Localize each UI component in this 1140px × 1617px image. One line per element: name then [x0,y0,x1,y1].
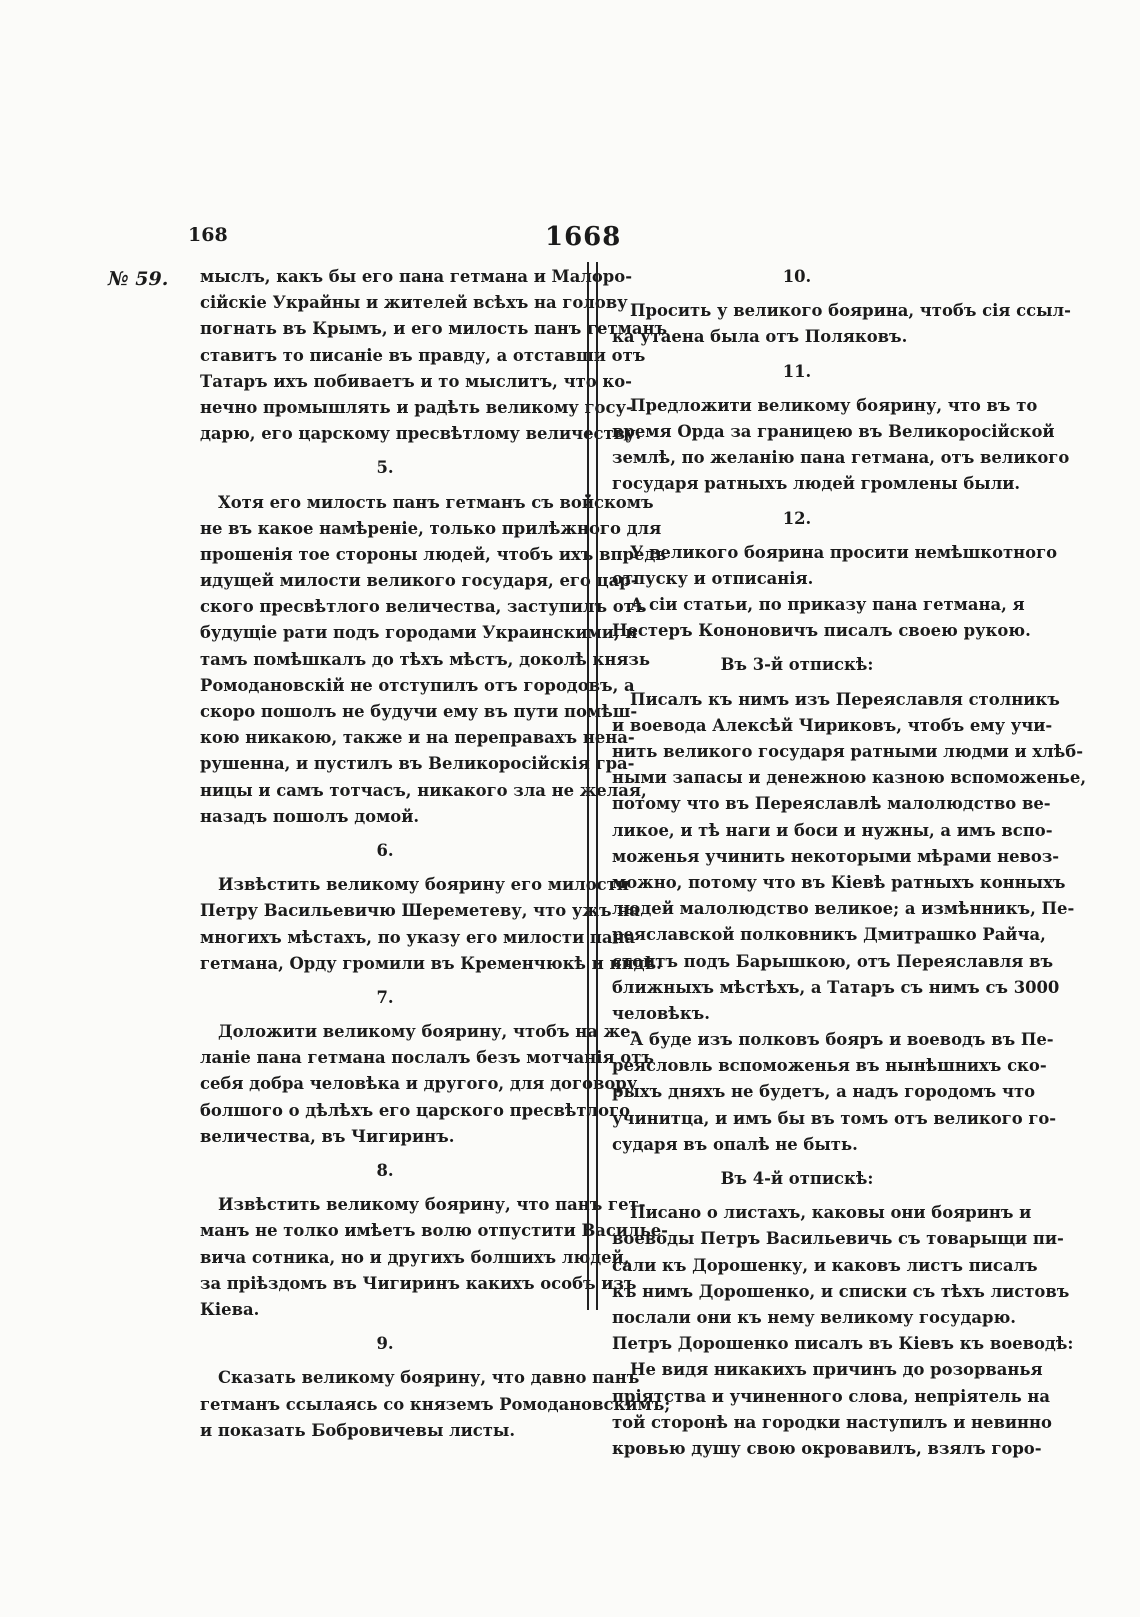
text-line: людей малолюдство великое; а измѣнникъ, Пе- [612,899,1075,919]
text-line: реяславской полковникъ Дмитрашко Райча, [612,925,1046,945]
section-heading: 11. [782,361,812,381]
text-line: сійскіе Украйны и жителей всѣхъ на голову [200,293,628,313]
text-line: себя добра человѣка и другого, для договору [200,1074,638,1094]
section-heading: Въ 4-й отпискѣ: [720,1169,874,1188]
text-line: Петръ Дорошенко писалъ въ Кіевъ къ воеводѣ: [612,1334,1074,1354]
text-line: и воевода Алексѣй Чириковъ, чтобъ ему учи- [612,715,1053,735]
text-line: время Орда за границею въ Великоросійской [612,421,1055,441]
section-heading: 6. [376,840,394,860]
paragraph-gap [200,1357,570,1365]
text-line: назадъ пошолъ домой. [200,806,420,826]
text-line: многихъ мѣстахъ, по указу его милости пана [200,927,636,947]
paragraph-gap [612,385,982,393]
text-line: ставитъ то писаніе въ правду, а отставши отъ [200,345,646,365]
paragraph-gap [200,830,570,838]
paragraph-gap [612,679,982,687]
paragraph-gap [612,498,982,506]
text-line: ликое, и тѣ наги и боси и нужны, а имъ вспо- [612,820,1053,840]
paragraph-gap [200,482,570,490]
text-line: А буде изъ полковъ бояръ и воеводъ въ Пе- [630,1030,1054,1050]
text-line: къ нимъ Дорошенко, и списки съ тѣхъ листовъ [612,1281,1070,1301]
text-line: за пріѣздомъ въ Чигиринъ какихъ особъ изъ [200,1273,637,1293]
paragraph-gap [200,977,570,985]
text-line: вича сотника, но и другихъ болшихъ людей, [200,1247,630,1267]
text-line: Писалъ къ нимъ изъ Переяславля столникъ [630,689,1060,709]
text-line: ланіе пана гетмана послалъ безъ мотчанія отъ [200,1048,654,1068]
text-line: Доложити великому боярину, чтобъ на же- [218,1022,638,1042]
text-line: гетмана, Орду громили въ Кременчюкѣ и индѣ. [200,953,662,973]
text-line: отпуску и отписанія. [612,568,814,588]
text-line: мыслъ, какъ бы его пана гетмана и Малоро- [200,267,633,286]
paragraph-gap [200,447,570,455]
text-line: потому что въ Переяславлѣ малолюдство ве- [612,794,1051,814]
text-line: Кіева. [200,1299,260,1319]
text-line: ницы и самъ тотчасъ, никакого зла не желая, [200,780,647,800]
text-line: ными запасы и денежною казною вспоможенье, [612,768,1087,788]
text-line: Нестеръ Кононовичъ писалъ своею рукою. [612,621,1031,641]
text-line: учинитца, и имъ бы въ томъ отъ великого го- [612,1108,1057,1128]
paragraph-gap [612,290,982,298]
paragraph-gap [200,1150,570,1158]
text-line: государя ратныхъ людей громлены были. [612,474,1021,494]
paragraph-gap [612,1158,982,1166]
text-line: скоро пошолъ не будучи ему въ пути помѣш- [200,702,638,721]
text-line: Хотя его милость панъ гетманъ съ войскомъ [218,492,654,512]
text-line: и показать Бобровичевы листы. [200,1420,516,1440]
text-line: Писано о листахъ, каковы они бояринъ и [630,1203,1032,1223]
text-line: кою никакою, также и на переправахъ нена- [200,728,635,748]
text-line: Сказать великому боярину, что давно панъ [218,1368,640,1388]
column-divider [587,262,598,1310]
text-line: ского пресвѣтлого величества, заступилъ отъ [200,597,647,617]
text-line: будущіе рати подъ городами Украинскими, и [200,623,638,643]
page-number: 168 [188,224,228,246]
text-line: рыхъ дняхъ не будетъ, а надъ городомъ что [612,1082,1036,1102]
text-line: гетманъ ссылаясь со княземъ Ромодановскимъ; [200,1394,671,1414]
text-line: Ромодановскій не отступилъ отъ городовъ, а [200,675,635,695]
text-line: Предложити великому боярину, что въ то [630,395,1038,415]
text-line: послали они къ нему великому государю. [612,1307,1016,1327]
paragraph-gap [612,644,982,652]
text-line: величества, въ Чигиринъ. [200,1126,455,1146]
text-line: сударя въ опалѣ не быть. [612,1134,858,1154]
section-heading: 10. [782,267,812,286]
section-heading: 7. [376,987,394,1007]
text-line: землѣ, по желанію пана гетмана, отъ великого [612,448,1070,468]
text-line: можно, потому что въ Кіевѣ ратныхъ конныхъ [612,872,1066,892]
text-line: не въ какое намѣреніе, только прилѣжного для [200,518,662,538]
text-line: Извѣстить великому боярину, что панъ гет- [218,1195,646,1215]
text-line: ка утаена была отъ Поляковъ. [612,327,908,347]
text-line: прошенія тое стороны людей, чтобъ ихъ впредь [200,544,667,564]
text-line: той сторонѣ на городки наступилъ и невинно [612,1412,1052,1432]
paragraph-gap [612,351,982,359]
section-heading: 9. [376,1334,394,1354]
text-line: тамъ помѣшкалъ до тѣхъ мѣстъ, доколѣ князь [200,649,651,669]
text-line: Татаръ ихъ побиваетъ и то мыслитъ, что ко- [200,371,632,391]
text-line: идущей милости великого государя, его цар- [200,571,638,591]
text-line: реясловль вспоможенья въ нынѣшнихъ ско- [612,1056,1047,1076]
text-line: погнать въ Крымъ, и его милость панъ гетманъ [200,319,668,339]
paragraph-gap [612,532,982,540]
right-text-column [612,264,1087,1462]
text-line: Петру Васильевичю Шереметеву, что ужъ на [200,901,640,921]
section-heading: 5. [376,458,394,478]
section-heading: Въ 3-й отпискѣ: [720,655,874,675]
section-heading: 12. [782,508,812,528]
text-line: болшого о дѣлѣхъ его царского пресвѣтлого [200,1100,631,1120]
text-line: Просить у великого боярина, чтобъ сія ссыл- [630,301,1071,321]
paragraph-gap [200,1011,570,1019]
text-line: сали къ Дорошенку, и каковъ листъ писалъ [612,1255,1038,1275]
section-heading: 8. [376,1161,394,1180]
text-line: У великого боярина просити немѣшкотного [630,542,1058,562]
text-line: стоитъ подъ Барышкою, отъ Переяславля въ [612,951,1054,971]
paragraph-gap [200,1184,570,1192]
text-line: нить великого государя ратными людми и хлѣб- [612,742,1083,761]
text-line: Не видя никакихъ причинъ до розорванья [630,1360,1043,1380]
text-line: дарю, его царскому пресвѣтлому величеству. [200,424,642,444]
text-line: манъ не толко имѣетъ волю отпустити Василье- [200,1221,668,1241]
text-line: рушенна, и пустилъ въ Великоросійскія гра- [200,754,635,774]
text-line: воеводы Петръ Васильевичь съ товарыщи пи- [612,1229,1064,1249]
text-line: Извѣстить великому боярину его милости [218,875,629,895]
text-line: моженья учинить некоторыми мѣрами невоз- [612,846,1060,866]
text-line: пріятства и учиненного слова, непріятель на [612,1386,1051,1406]
text-line: кровью душу свою окровавилъ, взялъ горо- [612,1438,1042,1458]
document-number: № 59. [108,268,169,290]
text-line: ближныхъ мѣстѣхъ, а Татаръ съ нимъ съ 3000 [612,977,1060,997]
paragraph-gap [200,864,570,872]
paragraph-gap [200,1323,570,1331]
year-heading: 1668 [545,222,622,252]
paragraph-gap [612,1192,982,1200]
text-line: человѣкъ. [612,1003,710,1023]
text-line: А сіи статьи, по приказу пана гетмана, я [630,595,1025,615]
text-line: нечно промышлять и радѣть великому госу- [200,397,633,417]
